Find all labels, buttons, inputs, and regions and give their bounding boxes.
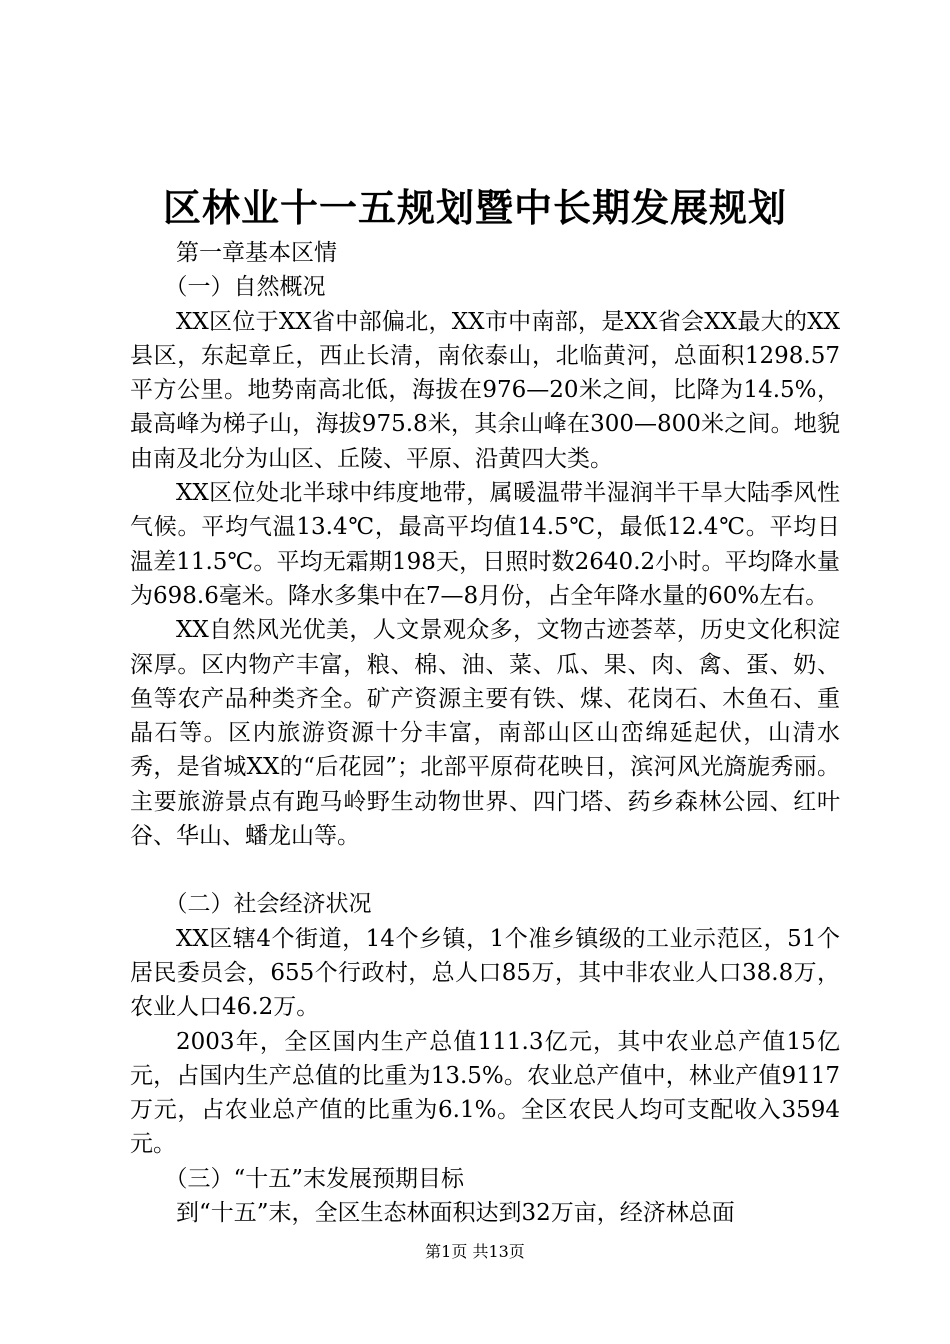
paragraph-targets: 到“十五”末，全区生态林面积达到32万亩，经济林总面 <box>176 1200 735 1227</box>
document-body <box>130 236 840 1230</box>
chapter-heading: 第一章基本区情 <box>176 240 337 266</box>
paragraph-location: XX区位于XX省中部偏北，XX市中南部，是XX省会XX最大的XX县区，东起章丘，西止长清，南依泰山，北临黄河，总面积1298.57平方公里。地势南高北低，海拔在976—20米之间，比降为14.5%，最高峰为梯子山，海拔975.8米，其余山峰在300—800米之间。地貌由南及北分为山区、丘陵、平原、沿黄四大类。 <box>130 308 840 472</box>
paragraph-resources: XX自然风光优美，人文景观众多，文物古迹荟萃，历史文化积淀深厚。区内物产丰富，粮、棉、油、菜、瓜、果、肉、禽、蛋、奶、鱼等农产品种类齐全。矿产资源主要有铁、煤、花岗石、木鱼石、重晶石等。区内旅游资源十分丰富，南部山区山峦绵延起伏，山清水秀，是省城XX的“后花园”；北部平原荷花映日，滨河风光旖旎秀丽。主要旅游景点有跑马岭野生动物世界、四门塔、药乡森林公园、红叶谷、华山、蟠龙山等。 <box>130 617 840 850</box>
section-heading-economy: （二）社会经济状况 <box>164 891 372 918</box>
section-heading-targets: （三）“十五”末发展预期目标 <box>164 1165 465 1192</box>
paragraph-administration: XX区辖4个街道，14个乡镇，1个准乡镇级的工业示范区，51个居民委员会，655个行政村，总人口85万，其中非农业人口38.8万，农业人口46.2万。 <box>130 925 840 1021</box>
paragraph-gap <box>130 853 840 887</box>
paragraph-gdp: 2003年，全区国内生产总值111.3亿元，其中农业总产值15亿元，占国内生产总值的比重为13.5%。农业总产值中，林业产值9117万元，占农业总产值的比重为6.1%。全区农民人均可支配收入3594元。 <box>130 1028 840 1158</box>
paragraph-climate: XX区位处北半球中纬度地带，属暖温带半湿润半干旱大陆季风性气候。平均气温13.4℃，最高平均值14.5℃，最低12.4℃。平均日温差11.5℃。平均无霜期198天，日照时数2640.2小时。平均降水量为698.6毫米。降水多集中在7—8月份，占全年降水量的60%左右。 <box>130 480 840 609</box>
page-footer: 第1页 共13页 <box>425 1242 525 1261</box>
section-heading-natural: （一）自然概况 <box>164 274 326 301</box>
document-title: 区林业十一五规划暨中长期发展规划 <box>162 185 787 230</box>
